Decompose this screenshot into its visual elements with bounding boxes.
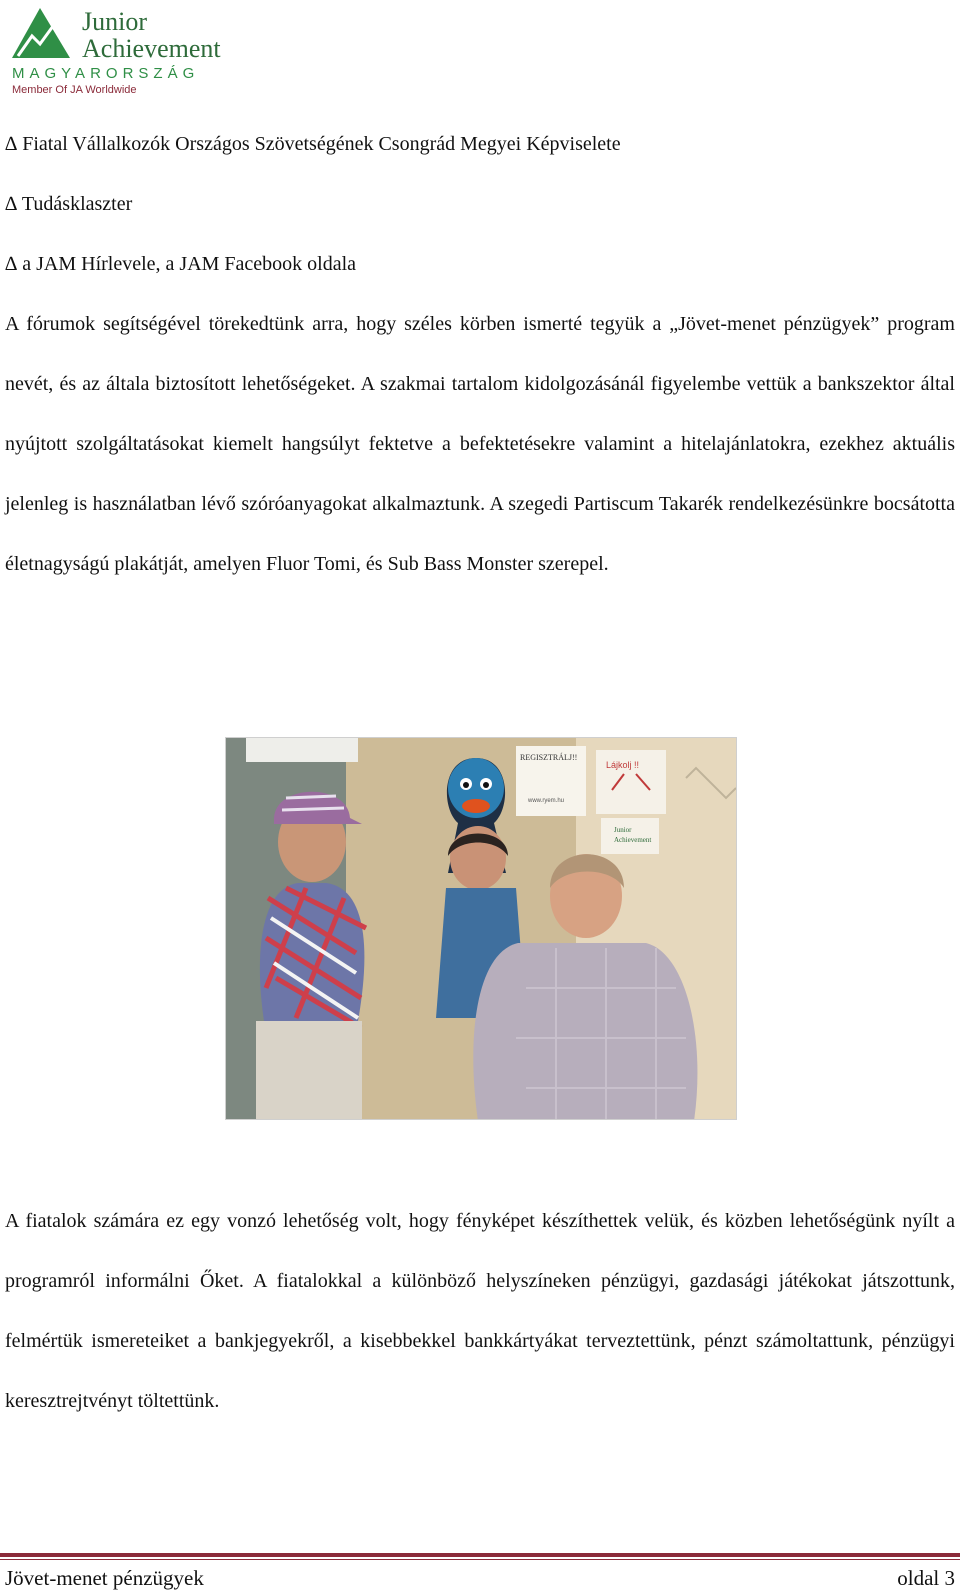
event-photo bbox=[225, 737, 737, 1120]
logo-text-junior: Junior bbox=[82, 7, 147, 36]
bullet-text: Fiatal Vállalkozók Országos Szövetségének Csongrád Megyei Képviselete bbox=[22, 133, 621, 155]
logo-text-member: Member Of JA Worldwide bbox=[12, 84, 137, 96]
logo-text-achievement: Achievement bbox=[82, 34, 221, 63]
bullet-text: a JAM Hírlevele, a JAM Facebook oldala bbox=[22, 253, 357, 275]
youth-paragraph: A fiatalok számára ez egy vonzó lehetőség volt, hogy fényképet készíthettek velük, és közben lehetőségünk nyílt a programról informálni Őket. A fiatalokkal a különböző helyszíneken pénzügyi, gazdasági játékokat játszottunk, felmértük ismereteiket a bankjegyekről, a kisebbekkel bankkártyákat terveztettünk, pénzt számoltattunk, pénzügyi keresztrejtvényt töltettünk. bbox=[5, 1210, 955, 1412]
footer-title: Jövet-menet pénzügyek bbox=[5, 1566, 204, 1590]
delta-marker-icon: ∆ bbox=[5, 133, 18, 155]
right-person-hoodie bbox=[473, 943, 697, 1120]
logo-text-country: MAGYARORSZÁG bbox=[12, 65, 200, 82]
svg-text:www.ryem.hu: www.ryem.hu bbox=[528, 798, 565, 804]
bullet-text: Tudásklaszter bbox=[21, 193, 133, 215]
bullet-item bbox=[5, 132, 621, 156]
footer-rule bbox=[0, 1553, 960, 1561]
svg-text:Achievement: Achievement bbox=[614, 836, 652, 844]
bullet-item bbox=[5, 192, 132, 216]
forum-paragraph: A fórumok segítségével törekedtünk arra, hogy széles körben ismerté tegyük a „Jövet-menet pénzügyek” program nevét, és az általa biztosított lehetőségeket. A szakmai tartalom kidolgozásánál figyelembe vettük a bankszektor által nyújtott szolgáltatásokat kiemelt hangsúlyt fektetve a befektetésekre valamint a hitelajánlatokra, ezekhez aktuális jelenleg is használatban lévő szóróanyagokat alkalmaztunk. A szegedi Partiscum Takarék rendelkezésünkre bocsátotta életnagyságú plakátját, amelyen Fluor Tomi, és Sub Bass Monster szerepel. bbox=[5, 313, 955, 575]
svg-text:Lájkolj !!: Lájkolj !! bbox=[606, 760, 640, 770]
svg-text:Junior: Junior bbox=[614, 826, 632, 834]
svg-text:REGISZTRÁLJ!!: REGISZTRÁLJ!! bbox=[520, 753, 578, 762]
delta-marker-icon: ∆ bbox=[5, 253, 18, 275]
junior-achievement-logo bbox=[12, 6, 242, 96]
page-number: oldal 3 bbox=[897, 1566, 955, 1590]
delta-marker-icon: ∆ bbox=[5, 193, 18, 215]
bullet-item bbox=[5, 252, 356, 276]
